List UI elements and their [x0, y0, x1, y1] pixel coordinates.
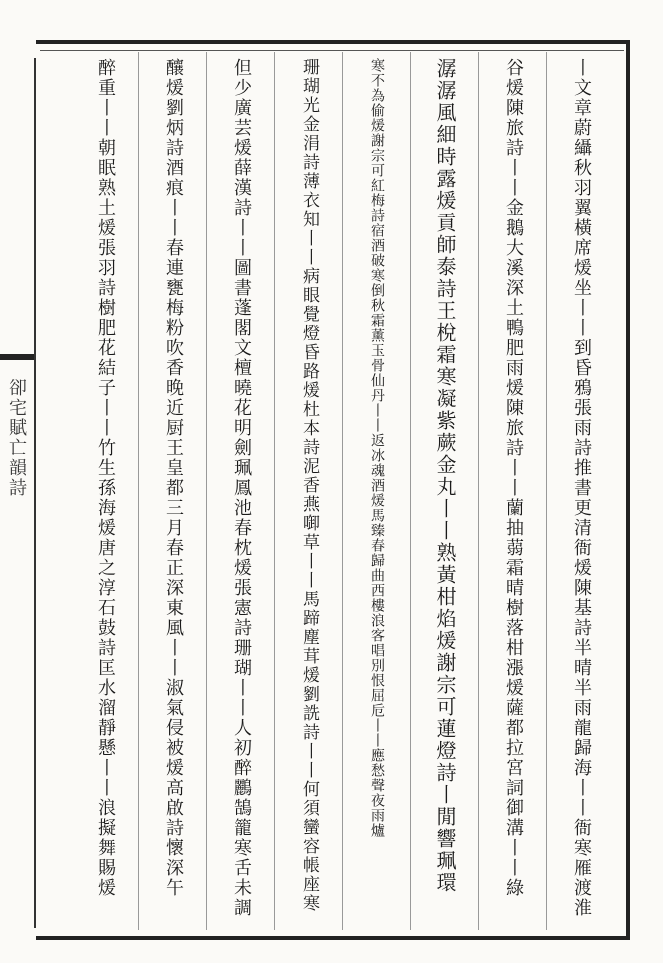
text-column-8: 醉重丨丨朝眠熟土煖張羽詩樹肥花結子丨丨竹生孫海煖唐之淳石鼓詩匡水溜靜懸丨丨浪擬舞賜煖 [95, 58, 116, 898]
column-rule [410, 52, 411, 930]
column-rule [342, 52, 343, 930]
text-column-7: 釀煖劉炳詩酒痕丨丨春連甕梅粉吹香晚近厨王皇都三月春正深東風丨丨淑氣侵被煖高啟詩懷深午 [163, 58, 184, 898]
text-column-4: 寒不為偷煖謝宗可紅梅詩宿酒破寒倒秋霜薰玉骨仙丹丨丨返冰魂酒煖馬臻春歸曲西樓浪客唱別恨屈卮丨丨應愁聲夜雨爐 [369, 58, 385, 838]
text-column-1: 丨文章蔚䌰秋羽翼橫席煖坐丨丨到昏鴉張雨詩推書更清衙煖陳基詩半晴半雨龍歸海丨丨衙寒雁渡淮 [571, 58, 592, 918]
text-column-2: 谷煖陳旅詩丨丨金鵝大溪深土鴨肥雨煖陳旅詩丨丨蘭抽蒻霜晴樹落柑漲煖薩都拉宮詞御溝丨丨綠 [503, 58, 524, 898]
text-column-3: 潺潺風細時露煖貢師泰詩王梲霜寒凝紫蕨金丸丨丨熟黃柑焰煖謝宗可蓮燈詩丨閒響珮環 [433, 58, 457, 894]
top-rule [40, 50, 624, 51]
column-rule [206, 52, 207, 930]
fold-margin [0, 58, 36, 928]
text-column-5: 珊瑚光金涓詩薄衣知丨丨病眼覺燈昏路煖杜本詩泥香燕啣草丨丨馬蹄塵茸煖劉詵詩丨丨何須蠻容帳座寒 [299, 58, 319, 913]
text-column-6: 但少廣芸煖薛漢詩丨丨圖書蓬閣文檀曉花明劍珮鳳池春枕煖張憲詩珊瑚丨丨人初醉鸝鵠籠寒舌未調 [231, 58, 252, 918]
column-rule [478, 52, 479, 930]
column-rule [138, 52, 139, 930]
column-rule [274, 52, 275, 930]
fold-mark [0, 354, 34, 360]
margin-label: 卻宅賦亡韻詩 [6, 378, 27, 498]
column-rule [546, 52, 547, 930]
